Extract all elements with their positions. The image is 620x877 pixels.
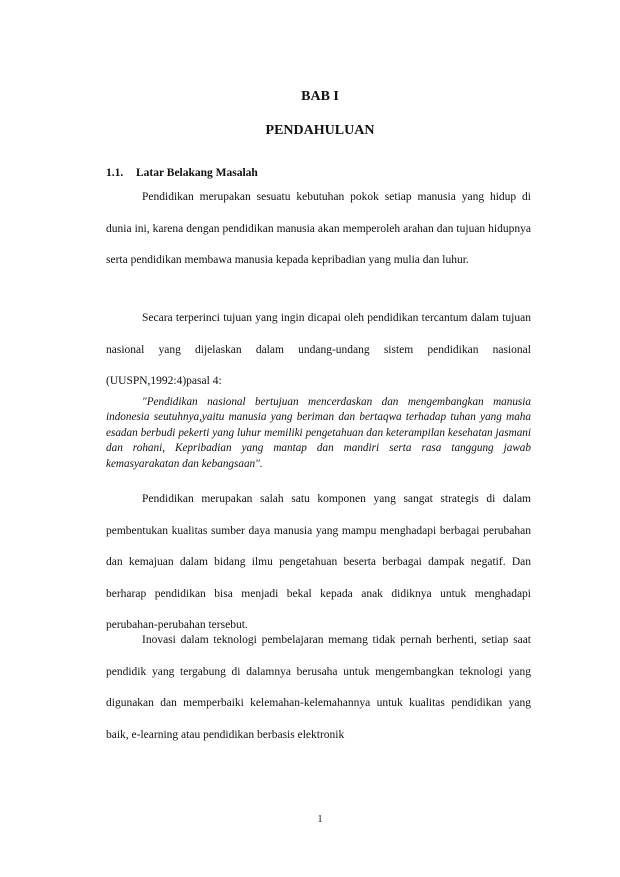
law-quote: "Pendidikan nasional bertujuan mencerdaskan dan mengembangkan manusia indonesia seutuhnya,yaitu manusia yang beriman dan bertaqwa terhadap tuhan yang maha esadan berbudi pekerti yang luhur memiliki pengetahuan dan keterampilan kesehatan jasmani dan rohani, Kepribadian yang mantap dan mandiri serta rasa tanggung jawab kemasyarakatan dan kebangsaan". (106, 396, 531, 470)
paragraph-1: Pendidikan merupakan sesuatu kebutuhan pokok setiap manusia yang hidup di dunia ini, karena dengan pendidikan manusia akan memperoleh arahan dan tujuan hidupnya serta pendidikan membawa manusia kepada kepribadian yang mulia dan luhur. (106, 191, 531, 266)
section-heading (106, 167, 258, 179)
chapter-number: BAB I (301, 89, 339, 104)
paragraph-4: Inovasi dalam teknologi pembelajaran memang tidak pernah berhenti, setiap saat pendidik yang tergabung di dalamnya berusaha untuk mengembangkan teknologi yang digunakan dan memperbaiki kelemahan-kelemahannya untuk kualitas pendidikan yang baik, e-learning atau pendidikan berbasis elektronik (106, 634, 531, 741)
section-number: 1.1. (106, 167, 124, 179)
paragraph-3: Pendidikan merupakan salah satu komponen yang sangat strategis di dalam pembentukan kualitas sumber daya manusia yang mampu menghadapi berbagai perubahan dan kemajuan dalam bidang ilmu pengetahuan beserta berbagai dampak negatif. Dan berharap pendidikan bisa menjadi bekal kepada anak didiknya untuk menghadapi perubahan-perubahan tersebut. (106, 493, 531, 631)
section-title: Latar Belakang Masalah (136, 167, 258, 179)
chapter-title: PENDAHULUAN (265, 123, 375, 138)
page-number: 1 (317, 814, 323, 825)
paragraph-2: Secara terperinci tujuan yang ingin dicapai oleh pendidikan tercantum dalam tujuan nasional yang dijelaskan dalam undang-undang sistem pendidikan nasional (UUSPN,1992:4)pasal 4: (106, 312, 531, 387)
